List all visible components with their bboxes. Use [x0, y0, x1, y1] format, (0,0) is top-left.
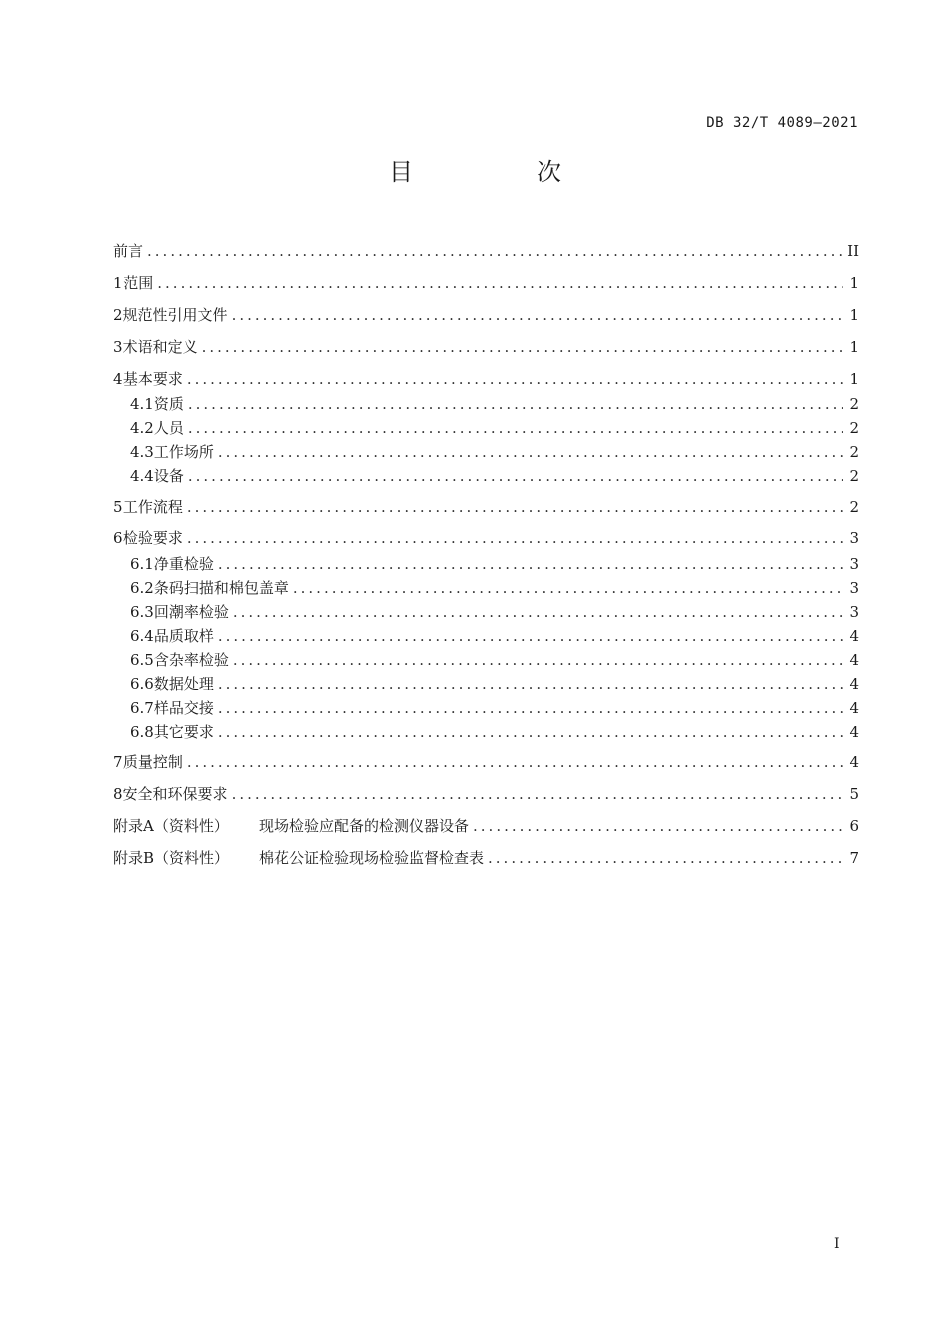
toc-entry-label: 前言	[113, 242, 144, 260]
document-code: DB 32/T 4089—2021	[706, 115, 858, 131]
toc-leader-dots	[188, 394, 843, 414]
toc-entry-page: 4	[849, 627, 859, 645]
toc-entry-page: 4	[849, 753, 859, 771]
toc-entry-number: 6.7	[130, 699, 154, 717]
toc-entry-page: 7	[849, 849, 859, 867]
toc-entry-page: 2	[849, 395, 859, 413]
toc-entry-page: 2	[849, 467, 859, 485]
toc-entry-appendix-b[interactable]	[113, 848, 859, 868]
toc-leader-dots	[218, 554, 843, 574]
toc-entry-label: 其它要求	[153, 723, 214, 741]
toc-entry-6-5[interactable]	[130, 650, 859, 670]
toc-entry-6-8[interactable]	[130, 722, 859, 742]
toc-entry-6[interactable]	[113, 528, 859, 548]
toc-entry-6-2[interactable]	[130, 578, 859, 598]
toc-leader-dots	[233, 650, 843, 670]
toc-entry-page: 1	[849, 338, 859, 356]
toc-entry-label: 基本要求	[122, 370, 183, 388]
toc-entry-7[interactable]	[113, 752, 859, 772]
toc-entry-label: 回潮率检验	[153, 603, 229, 621]
toc-leader-dots	[218, 626, 843, 646]
toc-entry-number: 5	[113, 498, 123, 516]
toc-entry-number: 6.2	[130, 579, 154, 597]
toc-entry-label: 现场检验应配备的检测仪器设备	[259, 817, 470, 835]
toc-leader-dots	[187, 528, 843, 548]
toc-leader-dots	[488, 848, 843, 868]
toc-entry-4[interactable]	[113, 369, 859, 389]
toc-entry-page: 4	[849, 675, 859, 693]
toc-entry-label: 安全和环保要求	[122, 785, 228, 803]
toc-leader-dots	[187, 497, 843, 517]
toc-entry-4-1[interactable]	[130, 394, 859, 414]
toc-leader-dots	[293, 578, 843, 598]
toc-leader-dots	[187, 752, 843, 772]
toc-entry-4-3[interactable]	[130, 442, 859, 462]
toc-leader-dots	[157, 273, 843, 293]
toc-entry-page: 1	[849, 370, 859, 388]
toc-entry-number: 8	[113, 785, 123, 803]
toc-entry-4-2[interactable]	[130, 418, 859, 438]
toc-leader-dots	[232, 305, 843, 325]
toc-leader-dots	[218, 674, 843, 694]
toc-entry-page: II	[847, 242, 859, 260]
toc-entry-page: 2	[849, 419, 859, 437]
toc-entry-label: 样品交接	[153, 699, 214, 717]
toc-entry-number: 1	[113, 274, 123, 292]
page-number: I	[834, 1236, 840, 1252]
toc-entry-label: 资质	[153, 395, 184, 413]
toc-entry-foreword[interactable]	[113, 241, 859, 261]
toc-entry-label: 术语和定义	[122, 338, 198, 356]
toc-entry-label: 含杂率检验	[153, 651, 229, 669]
toc-leader-dots	[218, 698, 843, 718]
toc-entry-appendix-a[interactable]	[113, 816, 859, 836]
toc-entry-page: 3	[849, 579, 859, 597]
toc-entry-label: 范围	[123, 274, 154, 292]
toc-entry-6-7[interactable]	[130, 698, 859, 718]
toc-entry-label: 品质取样	[153, 627, 214, 645]
toc-entry-page: 3	[849, 603, 859, 621]
toc-entry-4-4[interactable]	[130, 466, 859, 486]
toc-entry-number: 6.8	[130, 723, 154, 741]
toc-entry-6-1[interactable]	[130, 554, 859, 574]
toc-entry-8[interactable]	[113, 784, 859, 804]
toc-entry-label: 棉花公证检验现场检验监督检查表	[259, 849, 485, 867]
toc-title: 目 次	[389, 158, 611, 186]
toc-entry-label: 质量控制	[122, 753, 183, 771]
toc-entry-page: 2	[849, 443, 859, 461]
toc-entry-number: 6.3	[130, 603, 154, 621]
toc-leader-dots	[233, 602, 843, 622]
toc-entry-number: 3	[113, 338, 123, 356]
toc-entry-page: 3	[849, 529, 859, 547]
toc-entry-3[interactable]	[113, 337, 859, 357]
toc-entry-label: 规范性引用文件	[122, 306, 228, 324]
toc-entry-5[interactable]	[113, 497, 859, 517]
toc-entry-label: 设备	[153, 467, 184, 485]
toc-entry-number: 6.1	[130, 555, 154, 573]
toc-entry-page: 4	[849, 699, 859, 717]
toc-entry-number: 4.4	[130, 467, 154, 485]
toc-entry-number: 2	[113, 306, 123, 324]
toc-entry-page: 1	[849, 274, 859, 292]
toc-entry-label: 数据处理	[153, 675, 214, 693]
toc-entry-number: 6.4	[130, 627, 154, 645]
toc-entry-1[interactable]	[113, 273, 859, 293]
toc-entry-6-6[interactable]	[130, 674, 859, 694]
toc-entry-label: 工作场所	[153, 443, 214, 461]
toc-entry-number: 4.2	[130, 419, 154, 437]
toc-leader-dots	[187, 369, 843, 389]
toc-leader-dots	[232, 784, 843, 804]
toc-entry-label: 条码扫描和棉包盖章	[153, 579, 289, 597]
toc-entry-label: 检验要求	[122, 529, 183, 547]
toc-entry-label: 人员	[153, 419, 184, 437]
toc-leader-dots	[473, 816, 843, 836]
toc-entry-number: 6.5	[130, 651, 154, 669]
toc-entry-number: 4.1	[130, 395, 154, 413]
toc-entry-number: 6.6	[130, 675, 154, 693]
toc-leader-dots	[188, 418, 843, 438]
toc-appendix-prefix: 附录A（资料性）	[113, 817, 229, 835]
toc-entry-page: 3	[849, 555, 859, 573]
toc-entry-label: 工作流程	[122, 498, 183, 516]
toc-entry-page: 2	[849, 498, 859, 516]
toc-entry-page: 4	[849, 651, 859, 669]
toc-entry-page: 1	[849, 306, 859, 324]
toc-entry-page: 5	[849, 785, 859, 803]
toc-leader-dots	[218, 722, 843, 742]
toc-entry-6-4[interactable]	[130, 626, 859, 646]
toc-leader-dots	[147, 241, 843, 261]
toc-entry-number: 7	[113, 753, 123, 771]
toc-entry-number: 4.3	[130, 443, 154, 461]
toc-entry-page: 4	[849, 723, 859, 741]
toc-entry-6-3[interactable]	[130, 602, 859, 622]
toc-entry-label: 净重检验	[153, 555, 214, 573]
toc-entry-2[interactable]	[113, 305, 859, 325]
toc-entry-number: 6	[113, 529, 123, 547]
toc-leader-dots	[218, 442, 843, 462]
toc-leader-dots	[202, 337, 843, 357]
toc-entry-number: 4	[113, 370, 123, 388]
toc-appendix-prefix: 附录B（资料性）	[113, 849, 230, 867]
toc-leader-dots	[188, 466, 843, 486]
toc-entry-page: 6	[849, 817, 859, 835]
